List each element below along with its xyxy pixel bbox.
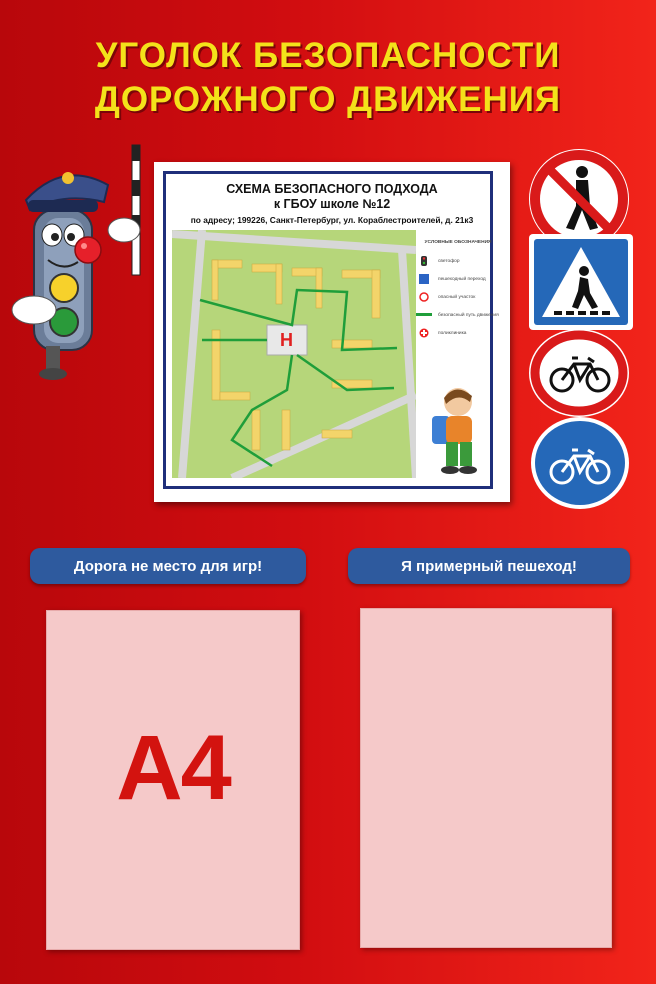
map-legend: УСЛОВНЫЕ ОБОЗНАЧЕНИЯ светофор пешеходный переход опасный участок безопасный путь движения поликлиника	[416, 240, 500, 342]
map-title	[154, 182, 510, 212]
board-title-line1: УГОЛОК БЕЗОПАСНОСТИ	[95, 36, 561, 75]
label-right-pocket: Я примерный пешеход!	[348, 548, 630, 584]
safe-route-map-card	[154, 162, 510, 502]
map-address: по адресу; 199226, Санкт-Петербург, ул. Кораблестроителей, д. 21к3	[190, 215, 474, 225]
pedestrian-crossing-sign	[528, 233, 634, 331]
a4-pocket-right	[360, 608, 612, 948]
schoolboy-icon	[426, 380, 486, 476]
no-bicycles-sign	[528, 328, 630, 418]
label-left-pocket: Дорога не место для игр!	[30, 548, 306, 584]
a4-pocket-left	[46, 610, 300, 950]
map-title-line2: к ГБОУ школе №12	[273, 197, 391, 211]
route-map	[172, 230, 416, 478]
bicycle-path-sign	[530, 416, 630, 510]
school-marker: Н	[280, 330, 293, 350]
board-title-line2: ДОРОЖНОГО ДВИЖЕНИЯ	[94, 80, 562, 119]
board-title	[0, 34, 656, 122]
map-title-line1: СХЕМА БЕЗОПАСНОГО ПОДХОДА	[226, 182, 438, 196]
a4-format-label: А4	[116, 717, 230, 819]
traffic-light-mascot-icon	[8, 140, 158, 390]
